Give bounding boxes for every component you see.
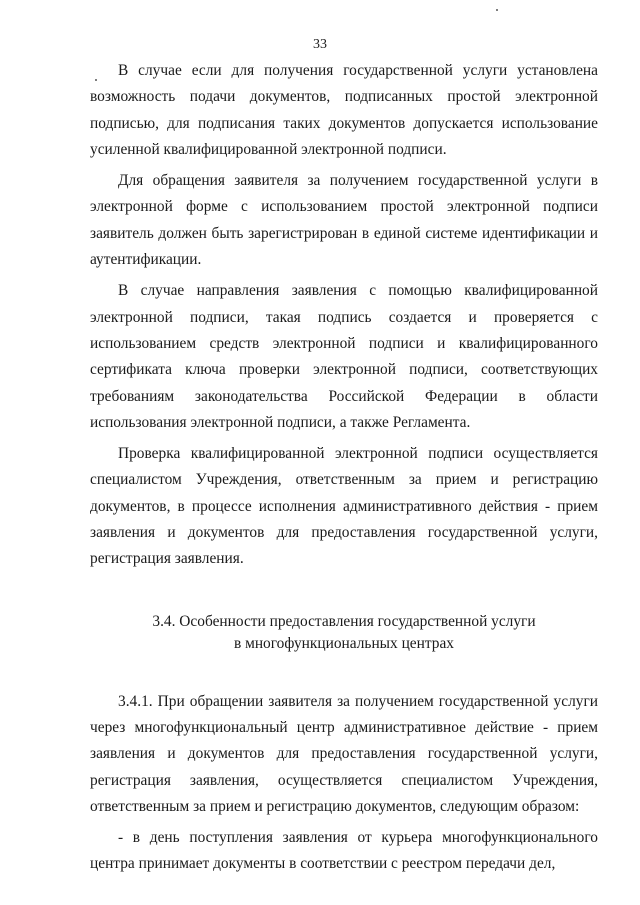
document-body [90,58,598,878]
page-number: 33 [313,37,327,52]
paragraph-courier-intake: - в день поступления заявления от курьера многофункционального центра принимает документы в соответствии с реестром передачи дел, [90,829,598,873]
scan-speck [496,9,498,11]
section-heading-line-2: в многофункциональных центрах [233,634,455,652]
paragraph-simple-signature-option: В случае если для получения государственной услуги установлена возможность подачи документов, подписанных простой электронной подписью, для подписания таких документов допускается использование усиленной квалифицированной электронной подписи. [90,62,598,158]
paragraph-esia-registration: Для обращения заявителя за получением государственной услуги в электронной форме с использованием простой электронной подписи заявитель должен быть зарегистрирован в единой системе идентификации и аутентификации. [90,172,598,269]
paragraph-qualified-signature: В случае направления заявления с помощью квалифицированной электронной подписи, такая подпись создается и проверяется с использованием средств электронной подписи и квалифицированного сертификата ключа проверки электронной подписи, соответствующих требованиям законодательства Российской Федерации в области использования электронной подписи, а также Регламента. [90,282,598,431]
paragraph-3-4-1: 3.4.1. При обращении заявителя за получением государственной услуги через многофункциональный центр административное действие - прием заявления и документов для предоставления государственной услуги, регистрация заявления, осуществляется специалистом Учреждения, ответственным за прием и регистрацию документов, следующим образом: [90,692,598,815]
section-heading-line-1: 3.4. Особенности предоставления государственной услуги [152,612,536,630]
section-heading [90,611,598,655]
paragraph-signature-verification: Проверка квалифицированной электронной подписи осуществляется специалистом Учреждения, ответственным за прием и регистрацию документов, в процессе исполнения административного действия - прием заявления и документов для предоставления государственной услуги, регистрация заявления. [90,445,598,568]
